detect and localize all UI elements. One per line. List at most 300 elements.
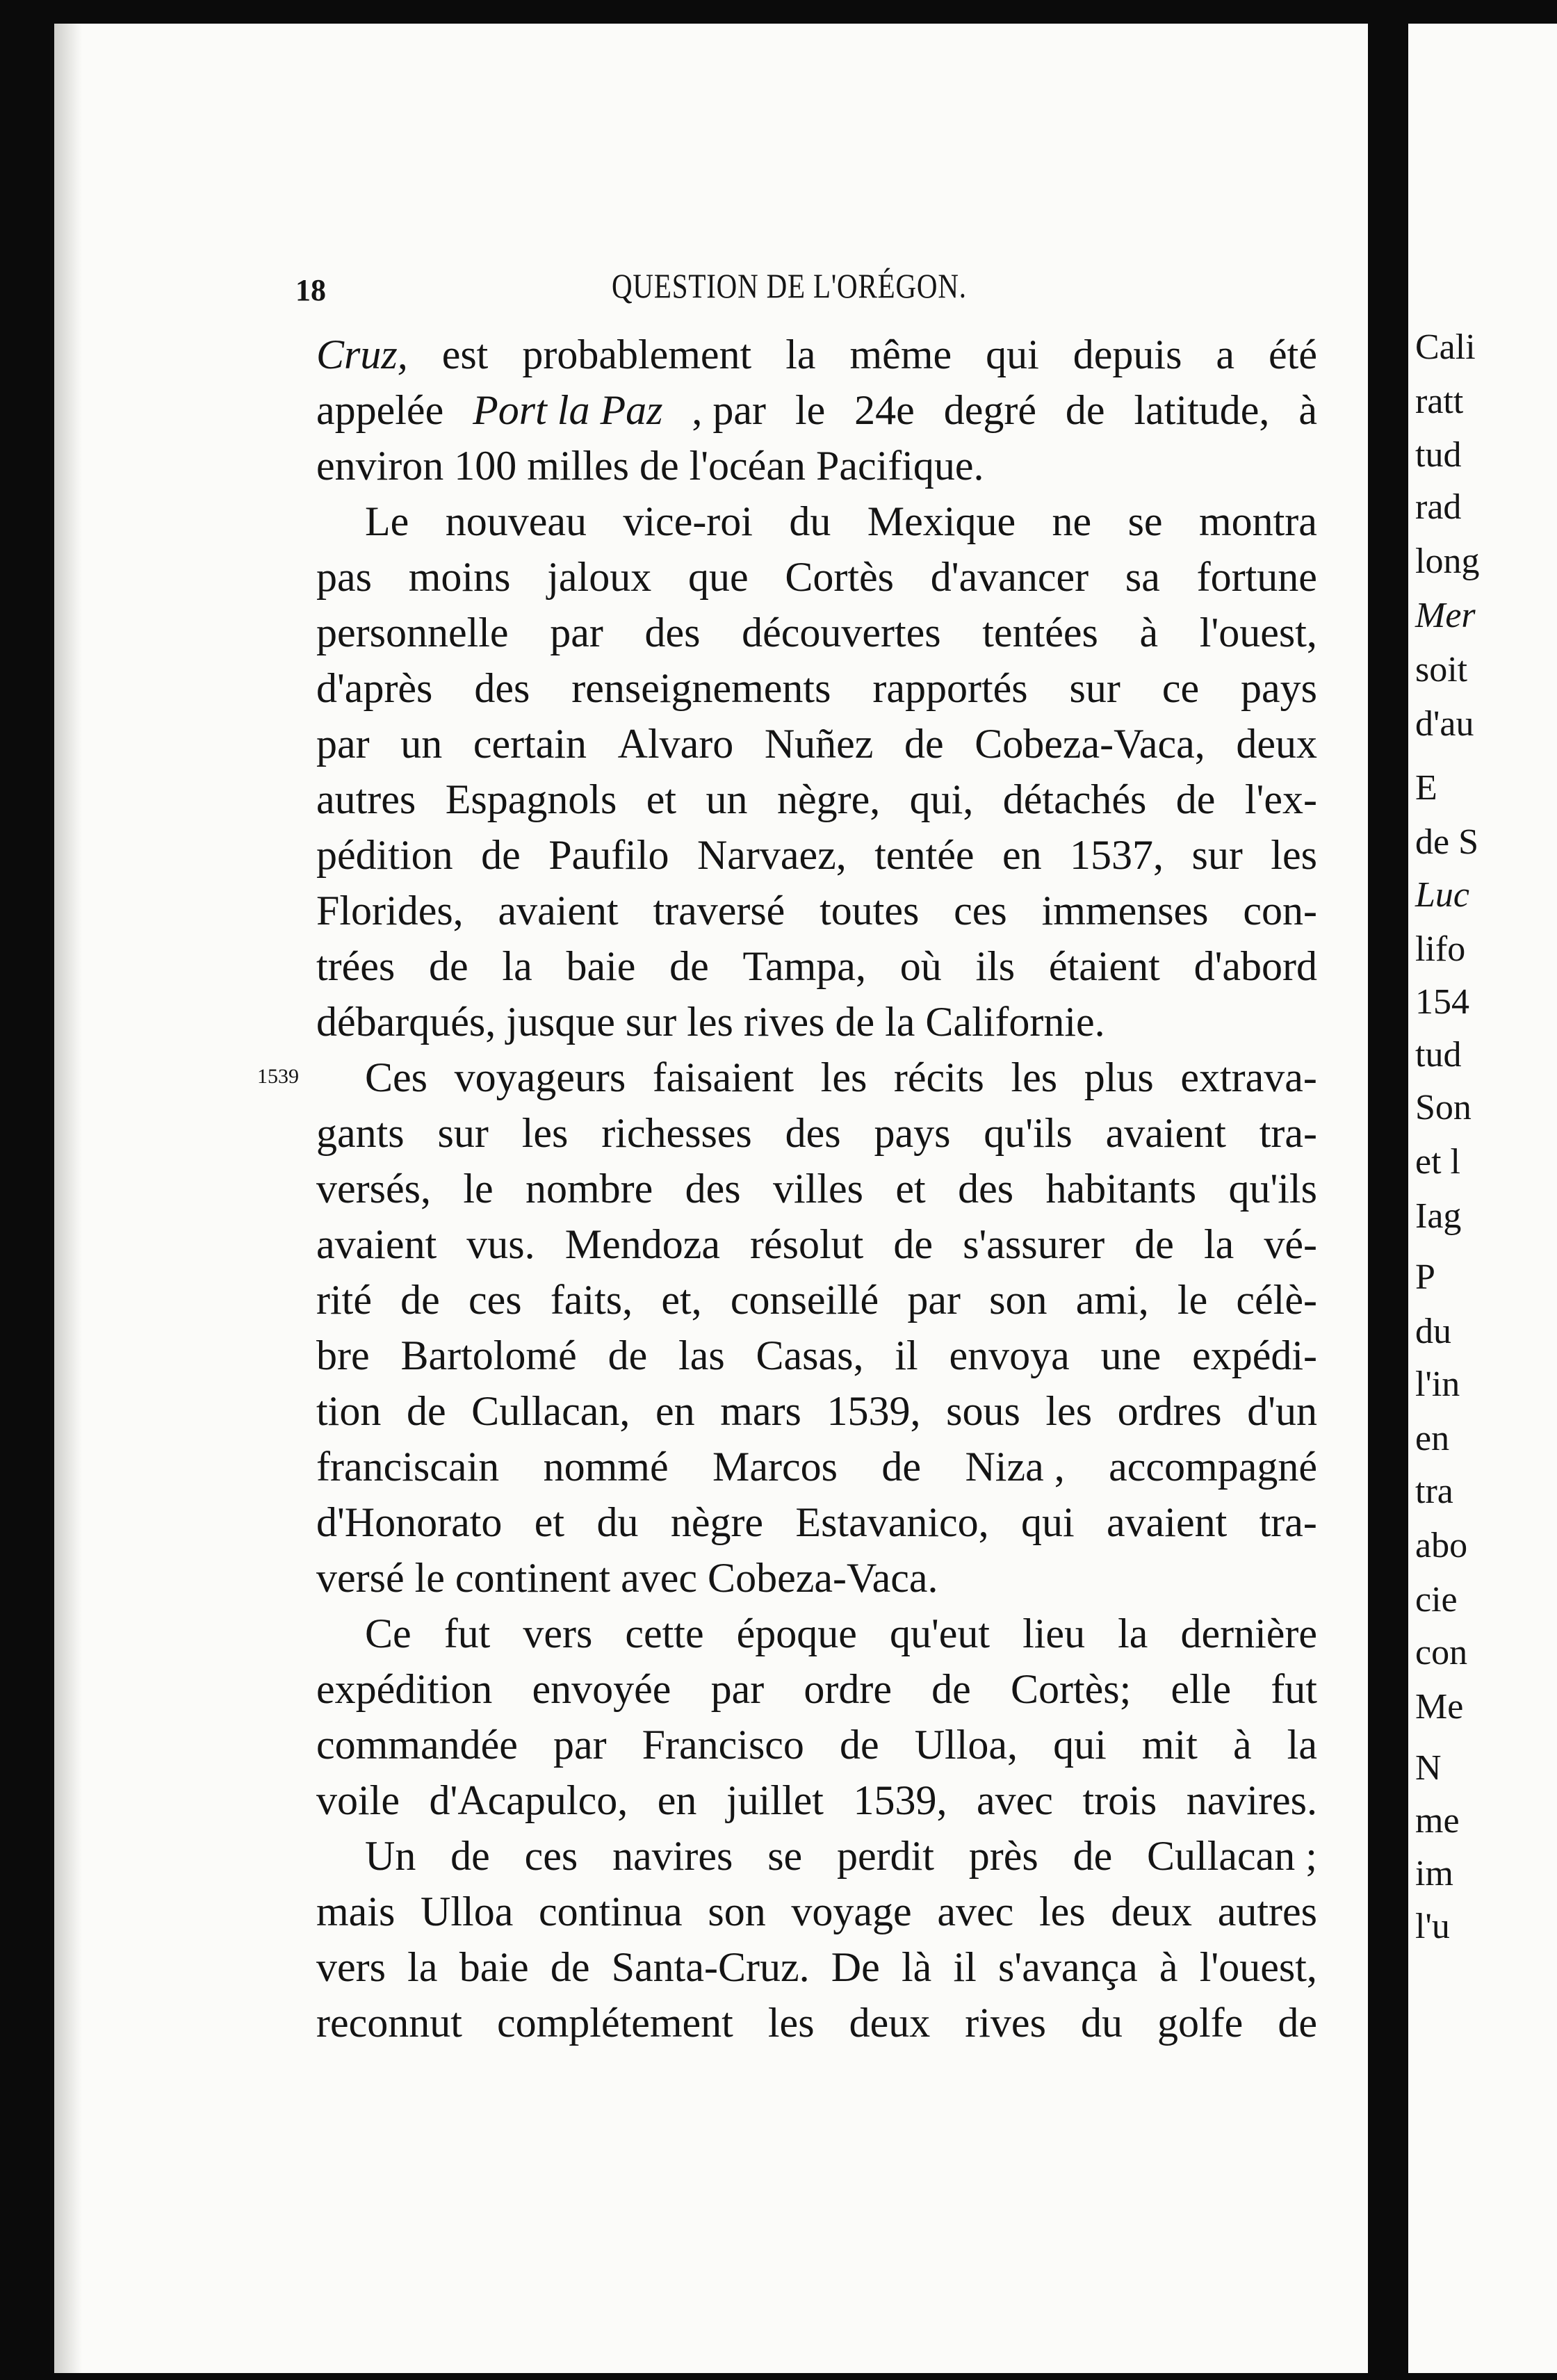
text-word: envoyée <box>532 1666 671 1712</box>
text-word: ces <box>954 888 1007 934</box>
right-page-fragment: Iag <box>1415 1196 1462 1236</box>
right-page-fragment: et l <box>1415 1142 1460 1182</box>
right-page-fragment: E <box>1415 768 1437 808</box>
text-word: certain <box>473 721 587 767</box>
text-line <box>316 1828 1317 1884</box>
text-word: fut <box>443 1611 491 1656</box>
right-page-fragment: me <box>1415 1801 1460 1841</box>
text-word: vus. <box>466 1221 535 1267</box>
text-word: appelée <box>316 387 444 433</box>
text-word: toutes <box>820 888 920 934</box>
text-word: par <box>553 1722 607 1768</box>
text-word: par <box>907 1277 961 1323</box>
text-line <box>316 1717 1317 1772</box>
text-word: il <box>895 1332 918 1378</box>
text-word: la <box>502 943 532 989</box>
text-word: faisaient <box>652 1054 794 1100</box>
right-page-fragment: P <box>1415 1257 1435 1297</box>
text-word: Cortès <box>785 554 895 600</box>
right-page-fragment: l'u <box>1415 1907 1450 1946</box>
margin-note-year: 1539 <box>257 1065 299 1088</box>
right-page-fragment: l'in <box>1415 1364 1460 1404</box>
text-word: De <box>831 1944 880 1990</box>
text-word: son <box>708 1889 766 1934</box>
text-word: pays <box>874 1110 951 1156</box>
text-word: étaient <box>1048 943 1160 989</box>
text-word: mit <box>1141 1722 1198 1768</box>
text-word: d'Acapulco, <box>429 1777 628 1823</box>
text-word: vers <box>316 1944 386 1990</box>
text-word: du <box>789 498 831 544</box>
right-page-fragment: du <box>1415 1312 1451 1351</box>
text-word: les <box>1011 1054 1058 1100</box>
text-line <box>316 772 1317 827</box>
text-word: las <box>678 1332 725 1378</box>
text-word: Le <box>365 498 409 544</box>
text-word: Ces <box>365 1054 427 1100</box>
text-word: par <box>710 1666 765 1712</box>
text-word: deux <box>1236 721 1317 767</box>
text-word: de <box>904 721 944 767</box>
text-word: latitude, <box>1134 387 1270 433</box>
text-word: complétement <box>496 2000 733 2046</box>
text-word: des <box>474 665 530 711</box>
text-word: là <box>901 1944 932 1990</box>
right-page-fragment: abo <box>1415 1526 1468 1565</box>
text-word: 24e <box>854 387 915 433</box>
text-word: Francisco <box>642 1722 804 1768</box>
text-line <box>316 716 1317 772</box>
text-word: détachés <box>1002 776 1147 822</box>
right-page-fragment: con <box>1415 1633 1468 1672</box>
text-word: degré <box>943 387 1036 433</box>
text-word: avec <box>977 1777 1053 1823</box>
text-word: débarqués, jusque sur les rives de la Californie. <box>316 999 1105 1045</box>
text-word: une <box>1100 1332 1161 1378</box>
text-word: que <box>687 554 749 600</box>
text-word: avaient <box>498 888 619 934</box>
text-word: Espagnols <box>445 776 617 822</box>
right-page-fragment: d'au <box>1415 704 1474 744</box>
text-word: les <box>1271 832 1317 878</box>
running-title: QUESTION DE L'ORÉGON. <box>612 266 967 305</box>
text-line <box>316 1439 1317 1494</box>
text-line <box>316 1550 1317 1606</box>
text-word: franciscain <box>316 1444 500 1490</box>
text-word: pédition <box>316 832 453 878</box>
text-line <box>316 1939 1317 1995</box>
right-page-fragment: rad <box>1415 487 1462 527</box>
text-word: un <box>400 721 443 767</box>
text-word: qu'eut <box>889 1611 991 1656</box>
text-word: autres <box>1217 1889 1317 1934</box>
text-word: de <box>931 1666 971 1712</box>
text-word: avaient <box>316 1221 437 1267</box>
text-word: depuis <box>1073 332 1182 377</box>
text-word: sous <box>946 1388 1020 1434</box>
text-word: Nuñez <box>764 721 874 767</box>
text-word: fortune <box>1196 554 1317 600</box>
text-word: immenses <box>1041 888 1209 934</box>
text-word: qui, <box>909 776 974 822</box>
right-page-fragment: tud <box>1415 1035 1462 1075</box>
right-page-fragment: Mer <box>1415 596 1476 635</box>
text-word: de <box>1073 1833 1113 1879</box>
text-word: Paufilo <box>548 832 669 878</box>
text-word: Cullacan, <box>471 1388 630 1434</box>
text-word: vers <box>523 1611 593 1656</box>
text-word: les <box>820 1054 867 1100</box>
text-word: extrava- <box>1180 1054 1317 1100</box>
text-word: des <box>644 610 701 655</box>
text-word: les <box>521 1110 569 1156</box>
text-word: rives <box>965 2000 1046 2046</box>
text-word: Cobeza-Vaca, <box>975 721 1205 767</box>
text-word: de <box>669 943 709 989</box>
text-word: ces <box>468 1277 522 1323</box>
text-word: fut <box>1271 1666 1317 1712</box>
text-word: nombre <box>525 1166 653 1212</box>
text-word: se <box>767 1833 803 1879</box>
right-page-fragment: Luc <box>1415 875 1469 915</box>
text-word: trées <box>316 943 396 989</box>
text-word: baie <box>566 943 636 989</box>
text-word: versés, <box>316 1166 431 1212</box>
text-word: avaient <box>1105 1110 1226 1156</box>
text-word: habitants <box>1045 1166 1197 1212</box>
text-word: golfe <box>1157 2000 1244 2046</box>
text-word: des <box>685 1166 741 1212</box>
text-line <box>316 1050 1317 1105</box>
text-word: qui <box>1021 1499 1075 1545</box>
text-word: tra- <box>1259 1499 1317 1545</box>
text-word: trois <box>1082 1777 1157 1823</box>
text-word: époque <box>736 1611 857 1656</box>
text-word: 1539, <box>853 1777 947 1823</box>
text-word: la <box>785 332 816 377</box>
text-word: moins <box>408 554 511 600</box>
text-word: de <box>1278 2000 1317 2046</box>
text-word: à <box>1232 1722 1252 1768</box>
text-word: la <box>407 1944 438 1990</box>
text-word: son <box>989 1277 1047 1323</box>
text-word: en <box>657 1777 697 1823</box>
text-word: richesses <box>601 1110 752 1156</box>
text-word: Ulloa, <box>914 1722 1018 1768</box>
text-word: sur <box>1069 665 1120 711</box>
right-page-fragment: lifo <box>1415 929 1466 969</box>
text-word: vice-roi <box>623 498 753 544</box>
text-word: Marcos <box>712 1444 838 1490</box>
text-word: la <box>1118 1611 1148 1656</box>
text-word: sa <box>1125 554 1160 600</box>
text-word: de <box>893 1221 934 1267</box>
text-word: les <box>1039 1889 1086 1934</box>
text-word: navires <box>612 1833 733 1879</box>
text-word: du <box>1080 2000 1123 2046</box>
text-word: à <box>1159 1944 1178 1990</box>
text-word: du <box>596 1499 639 1545</box>
text-word: accompagné <box>1109 1444 1317 1490</box>
text-word: ordres <box>1117 1388 1222 1434</box>
text-word: et, <box>661 1277 702 1323</box>
text-word: Cullacan ; <box>1147 1833 1317 1879</box>
text-word: dernière <box>1180 1611 1317 1656</box>
text-word: voile <box>316 1777 400 1823</box>
text-word: ils <box>975 943 1016 989</box>
text-word: et <box>646 776 677 822</box>
text-word: Estavanico, <box>795 1499 989 1545</box>
text-word: baie <box>459 1944 529 1990</box>
text-word: et <box>895 1166 926 1212</box>
right-page-fragment: soit <box>1415 650 1468 690</box>
text-line <box>316 327 1317 382</box>
right-page-fragment: 154 <box>1415 982 1469 1022</box>
text-word: des <box>785 1110 841 1156</box>
text-word: sur <box>437 1110 489 1156</box>
text-word: expédi- <box>1192 1332 1317 1378</box>
text-word: commandée <box>316 1722 518 1768</box>
right-page-fragment: N <box>1415 1748 1442 1788</box>
text-word: Santa-Cruz. <box>611 1944 810 1990</box>
body-text <box>316 327 1317 2051</box>
text-word: se <box>1127 498 1163 544</box>
text-word: à <box>1139 610 1159 655</box>
text-word: près <box>968 1833 1038 1879</box>
text-word: est <box>441 332 489 377</box>
text-word: ami, <box>1075 1277 1149 1323</box>
text-line <box>316 438 1317 494</box>
text-word: Casas, <box>756 1332 864 1378</box>
text-word: le <box>463 1166 494 1212</box>
text-word: résolut <box>750 1221 864 1267</box>
text-word: renseignements <box>571 665 831 711</box>
text-word: de <box>450 1833 490 1879</box>
text-word: Cortès; <box>1010 1666 1132 1712</box>
text-word: montra <box>1198 498 1317 544</box>
text-word: versé le continent avec Cobeza-Vaca. <box>316 1555 938 1601</box>
text-word: il <box>953 1944 977 1990</box>
text-word: Niza , <box>965 1444 1065 1490</box>
text-line <box>316 1772 1317 1828</box>
text-word: qui <box>986 332 1039 377</box>
text-word: expédition <box>316 1666 493 1712</box>
right-page-fragment: tra <box>1415 1472 1453 1511</box>
text-word: rité <box>316 1277 372 1323</box>
text-word: environ 100 milles de l'océan Pacifique. <box>316 443 984 489</box>
text-word: Tampa, <box>742 943 866 989</box>
text-word: tentées <box>982 610 1098 655</box>
page-header <box>295 263 1296 318</box>
text-word: s'avança <box>998 1944 1138 1990</box>
text-word: Alvaro <box>617 721 734 767</box>
text-word: célè- <box>1236 1277 1317 1323</box>
text-word: navires. <box>1186 1777 1317 1823</box>
text-word: con- <box>1243 888 1317 934</box>
text-word: par <box>550 610 603 655</box>
right-page-fragment: de S <box>1415 822 1478 862</box>
text-word: de <box>1175 776 1216 822</box>
text-word: et <box>534 1499 565 1545</box>
page-edge-shadow <box>54 24 82 2373</box>
text-word: tra- <box>1259 1110 1317 1156</box>
text-word: qu'ils <box>984 1110 1073 1156</box>
text-word: cette <box>625 1611 704 1656</box>
text-word: rapportés <box>872 665 1028 711</box>
right-page-fragment: Me <box>1415 1687 1464 1727</box>
right-page-fragment: im <box>1415 1854 1453 1893</box>
text-word: les <box>1045 1388 1093 1434</box>
text-word: 1539, <box>826 1388 921 1434</box>
right-page-fragment: Cali <box>1415 327 1476 367</box>
text-word: où <box>899 943 942 989</box>
text-line <box>316 1383 1317 1439</box>
text-word: de <box>840 1722 879 1768</box>
text-word: nègre, <box>776 776 881 822</box>
text-word: Un <box>365 1833 416 1879</box>
text-line <box>316 883 1317 938</box>
text-word: faits, <box>550 1277 633 1323</box>
text-line <box>316 1105 1317 1161</box>
text-line <box>316 605 1317 660</box>
text-word: en <box>655 1388 695 1434</box>
text-word: d'abord <box>1193 943 1317 989</box>
text-word: de <box>406 1388 446 1434</box>
text-word: de <box>1065 387 1105 433</box>
text-word: Mendoza <box>564 1221 720 1267</box>
text-word: mars <box>720 1388 801 1434</box>
text-word: nouveau <box>445 498 587 544</box>
text-word: jaloux <box>547 554 652 600</box>
text-word: l'ouest, <box>1199 1944 1317 1990</box>
text-word: découvertes <box>742 610 941 655</box>
text-word: sur <box>1191 832 1243 878</box>
text-line <box>316 549 1317 605</box>
text-word: bre <box>316 1332 370 1378</box>
text-word: perdit <box>837 1833 934 1879</box>
text-line <box>316 1216 1317 1272</box>
text-word: 1537, <box>1070 832 1164 878</box>
text-line <box>316 382 1317 438</box>
text-word: probablement <box>522 332 752 377</box>
text-word: par <box>316 721 370 767</box>
text-word: avaient <box>1107 1499 1228 1545</box>
text-word: mais <box>316 1889 396 1934</box>
text-word: lieu <box>1022 1611 1086 1656</box>
text-line <box>316 938 1317 994</box>
text-word: Bartolomé <box>400 1332 577 1378</box>
text-line <box>316 1606 1317 1661</box>
text-line <box>316 827 1317 883</box>
text-word: le <box>794 387 826 433</box>
text-word: Ulloa <box>421 1889 514 1934</box>
text-word: ce <box>1161 665 1200 711</box>
text-word: s'assurer <box>963 1221 1105 1267</box>
text-word: de <box>1134 1221 1174 1267</box>
text-word: d'avancer <box>930 554 1089 600</box>
text-word: récits <box>893 1054 984 1100</box>
text-word: des <box>958 1166 1014 1212</box>
text-word: elle <box>1171 1666 1232 1712</box>
text-word: qui <box>1053 1722 1107 1768</box>
text-word: pays <box>1241 665 1317 711</box>
text-word: de <box>481 832 521 878</box>
text-word: été <box>1269 332 1317 377</box>
text-word: d'après <box>316 665 433 711</box>
text-line <box>316 660 1317 716</box>
text-word: l'ex- <box>1244 776 1317 822</box>
text-word: voyageurs <box>454 1054 626 1100</box>
text-word: l'ouest, <box>1199 610 1317 655</box>
text-word: Mexique <box>867 498 1016 544</box>
text-word: personnelle <box>316 610 509 655</box>
text-word: nègre <box>670 1499 764 1545</box>
text-word: d'un <box>1247 1388 1317 1434</box>
text-word: de <box>400 1277 440 1323</box>
text-word: de <box>429 943 468 989</box>
text-line <box>316 1494 1317 1550</box>
text-word: tentée <box>874 832 975 878</box>
text-word: la <box>1287 1722 1317 1768</box>
right-page-fragment: en <box>1415 1419 1450 1458</box>
text-word: les <box>767 2000 815 2046</box>
text-word: Ce <box>365 1611 411 1656</box>
text-word: Cruz, <box>316 332 408 377</box>
text-word: nommé <box>543 1444 669 1490</box>
text-line <box>316 1328 1317 1383</box>
text-word: gants <box>316 1110 405 1156</box>
text-word: conseillé <box>730 1277 879 1323</box>
text-word: d'Honorato <box>316 1499 503 1545</box>
text-word: a <box>1216 332 1235 377</box>
text-word: qu'ils <box>1228 1166 1317 1212</box>
text-line <box>316 994 1317 1050</box>
text-line <box>316 1161 1317 1216</box>
book-gutter <box>1368 0 1408 2380</box>
right-page-fragment: long <box>1415 541 1480 581</box>
text-word: deux <box>1111 1889 1192 1934</box>
text-word: de <box>550 1944 590 1990</box>
text-word: plus <box>1084 1054 1154 1100</box>
right-page-fragment: Son <box>1415 1088 1472 1127</box>
right-page-fragment: cie <box>1415 1580 1458 1620</box>
text-word: envoya <box>949 1332 1070 1378</box>
text-word: villes <box>773 1166 864 1212</box>
text-line <box>316 494 1317 549</box>
text-word: continua <box>539 1889 683 1934</box>
text-word: Florides, <box>316 888 464 934</box>
text-word: Port la Paz <box>473 387 663 433</box>
text-word: juillet <box>726 1777 824 1823</box>
text-word: reconnut <box>316 2000 462 2046</box>
text-line <box>316 1661 1317 1717</box>
text-word: la <box>1203 1221 1234 1267</box>
text-word: voyage <box>791 1889 912 1934</box>
text-word: , par <box>692 387 767 433</box>
text-word: ne <box>1052 498 1092 544</box>
text-word: autres <box>316 776 416 822</box>
text-word: deux <box>849 2000 931 2046</box>
right-page-fragment: ratt <box>1415 382 1464 421</box>
text-line <box>316 1272 1317 1328</box>
text-word: tion <box>316 1388 382 1434</box>
text-word: pas <box>316 554 372 600</box>
right-page-fragment: tud <box>1415 435 1462 475</box>
text-word: vé- <box>1264 1221 1317 1267</box>
text-word: traversé <box>653 888 785 934</box>
text-word: le <box>1177 1277 1208 1323</box>
page-number: 18 <box>295 273 326 307</box>
